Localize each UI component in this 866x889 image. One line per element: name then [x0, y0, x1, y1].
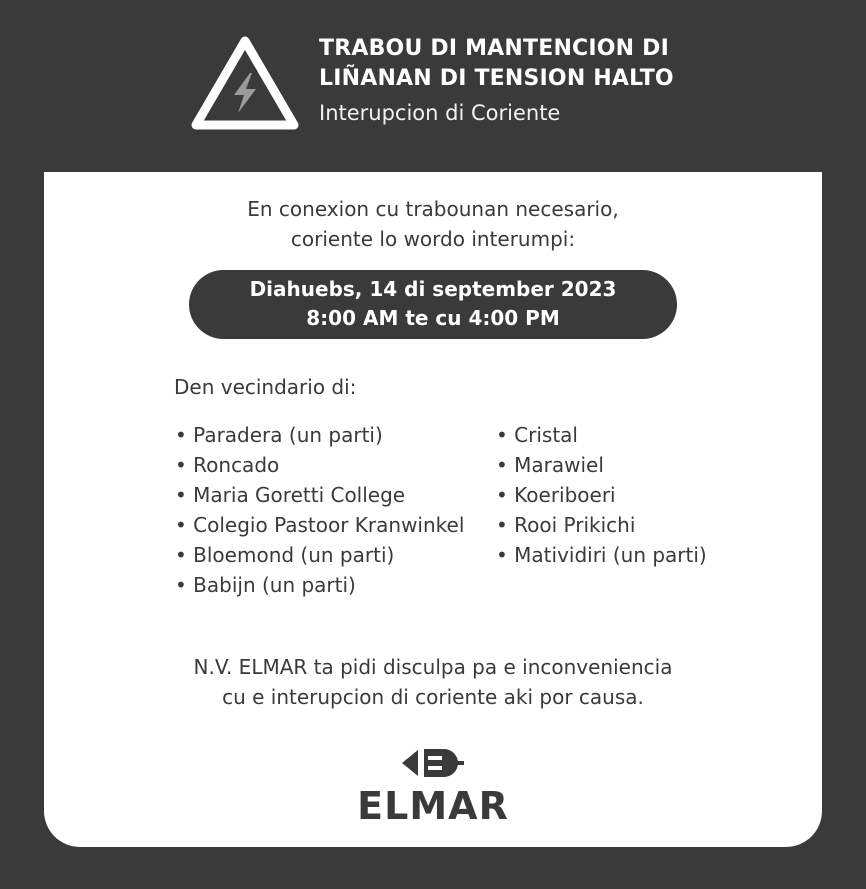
list-item: • Cristal	[496, 423, 578, 447]
list-item: • Maria Goretti College	[175, 483, 406, 507]
warning-lightning-icon	[188, 33, 302, 133]
list-item: • Koeriboeri	[496, 483, 616, 507]
neighborhoods-heading: Den vecindario di:	[174, 375, 357, 399]
list-item: • Colegio Pastoor Kranwinkel	[175, 513, 465, 537]
intro-line-1: En conexion cu trabounan necesario,	[247, 197, 619, 221]
intro-line-2: coriente lo wordo interumpi:	[290, 227, 576, 251]
intro-text	[44, 194, 822, 254]
header	[0, 0, 866, 172]
title-block	[319, 34, 674, 126]
list-item: • Paradera (un parti)	[175, 423, 383, 447]
closing-text	[44, 652, 822, 712]
brand-name: ELMAR	[357, 784, 509, 828]
list-item: • Bloemond (un parti)	[175, 543, 395, 567]
title-line-1: TRABOU DI MANTENCION DI	[319, 36, 670, 61]
closing-line-2: cu e interupcion di coriente aki por causa.	[222, 685, 644, 709]
subtitle: Interupcion di Coriente	[319, 101, 561, 125]
list-item: • Marawiel	[496, 453, 604, 477]
list-item: • Matividiri (un parti)	[496, 543, 707, 567]
neighborhoods-list-left	[175, 420, 464, 600]
title-line-2: LIÑANAN DI TENSION HALTO	[319, 66, 674, 91]
notice-card	[44, 172, 822, 847]
schedule-time: 8:00 AM te cu 4:00 PM	[306, 306, 560, 330]
list-item: • Roncado	[175, 453, 280, 477]
elmar-plug-logo-icon	[400, 746, 466, 780]
list-item: • Rooi Prikichi	[496, 513, 636, 537]
closing-line-1: N.V. ELMAR ta pidi disculpa pa e inconveniencia	[193, 655, 673, 679]
neighborhoods-list-right	[496, 420, 707, 570]
schedule-pill	[189, 270, 677, 339]
list-item: • Babijn (un parti)	[175, 573, 356, 597]
schedule-date: Diahuebs, 14 di september 2023	[249, 277, 617, 301]
